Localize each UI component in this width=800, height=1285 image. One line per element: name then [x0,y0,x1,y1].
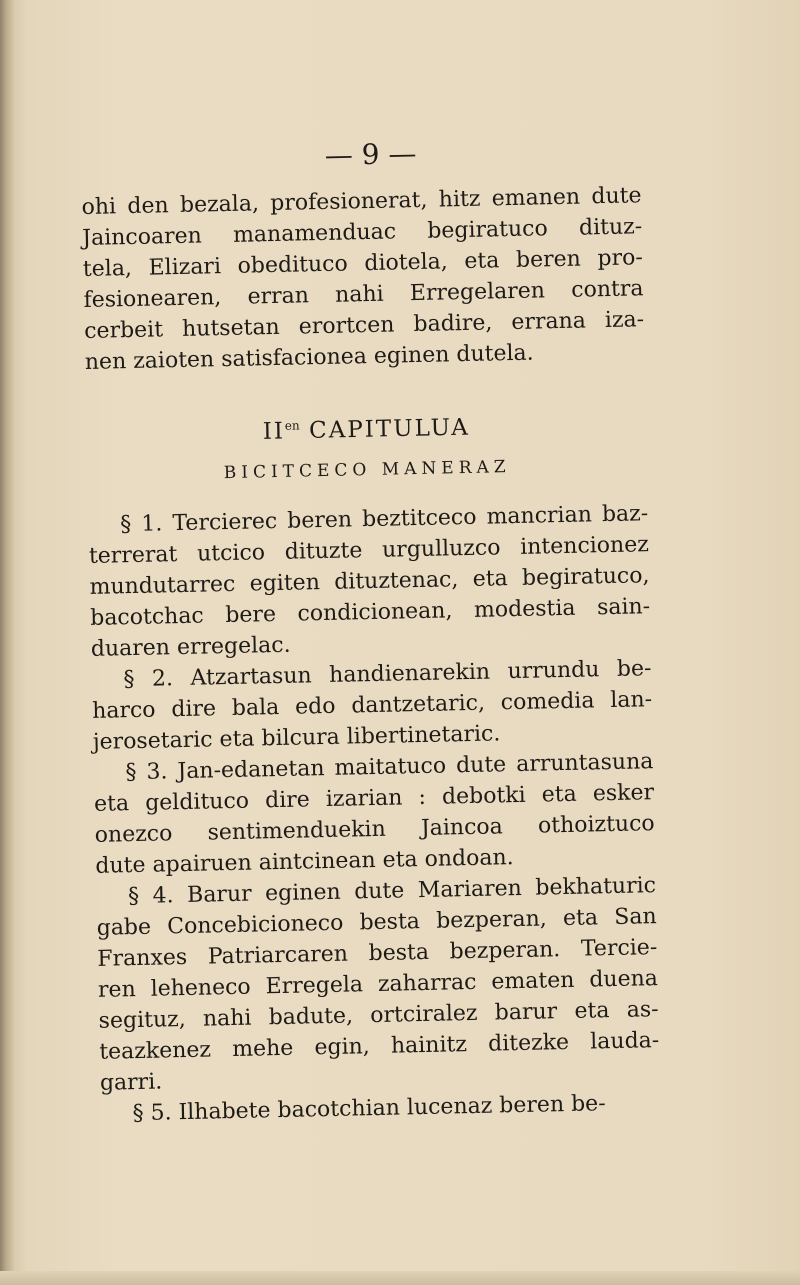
text-line: duaren erregelac. [90,632,291,662]
text-line: nen zaioten satisfacionea eginen dutela. [84,340,534,375]
chapter-subtitle: BICITCECO MANERAZ [223,457,511,484]
text-line: tela, Elizari obedituco diotela, eta beren pro- [82,245,644,282]
text-line: segituz, nahi badute, ortciralez barur eta as- [98,997,659,1034]
text-line: ohi den bezala, profesionerat, hitz emanen dute [81,183,642,220]
text-line: gabe Concebicioneco besta bezperan, eta San [96,904,657,941]
text-line: jerosetaric eta bilcura libertinetaric. [92,721,501,755]
page-bottom-edge [0,1271,800,1285]
text-line: § 1. Tercierec beren beztitceco mancrian baz- [120,501,649,538]
page-text [80,118,661,1130]
text-line: cerbeit hutsetan erortcen badire, errana iza- [83,307,645,344]
text-line: § 4. Barur eginen dute Mariaren bekhaturic [127,873,657,910]
text-line: § 2. Atzartasun handienarekin urrundu be- [123,656,652,693]
text-line: bacotchac bere condicionean, modestia sain- [89,594,651,631]
section-2 [91,653,653,758]
text-line: terrerat utcico dituzte urgulluzco intencionez [88,532,650,569]
text-line: onezco sentimenduekin Jaincoa othoiztuco [94,811,655,848]
text-line: dute apairuen aintcinean eta ondoan. [95,845,514,879]
chapter-numeral: II [262,418,286,445]
chapter-numeral-suffix: en [284,418,300,433]
chapter-title: CAPITULUA [308,414,471,444]
text-line: § 3. Jan-edanetan maitatuco dute arruntasuna [125,749,654,786]
section-3 [93,746,655,882]
section-1 [88,498,651,665]
text-line: § 5. Ilhabete bacotchian lucenaz beren be- [132,1091,606,1127]
section-4 [96,870,660,1099]
text-line: Jaincoaren manamenduac begiratuco dituz- [82,214,643,251]
text-line: eta geldituco dire izarian : debotki eta esker [93,780,655,817]
text-line: garri. [99,1069,163,1096]
text-line: teazkenez mehe egin, hainitz ditezke lauda- [99,1028,660,1065]
text-line: Franxes Patriarcaren besta bezperan. Tercie- [97,935,658,972]
text-line: harco dire bala edo dantzetaric, comedia lan- [91,687,653,724]
page-number: — 9 — [324,136,417,172]
text-line: ren leheneco Erregela zaharrac ematen duena [97,966,659,1003]
binding-gutter [0,0,14,1285]
text-line: fesionearen, erran nahi Erregelaren contra [83,276,644,313]
text-line: mundutarrec egiten dituztenac, eta begiratuco, [89,563,650,600]
intro-paragraph [81,180,645,378]
